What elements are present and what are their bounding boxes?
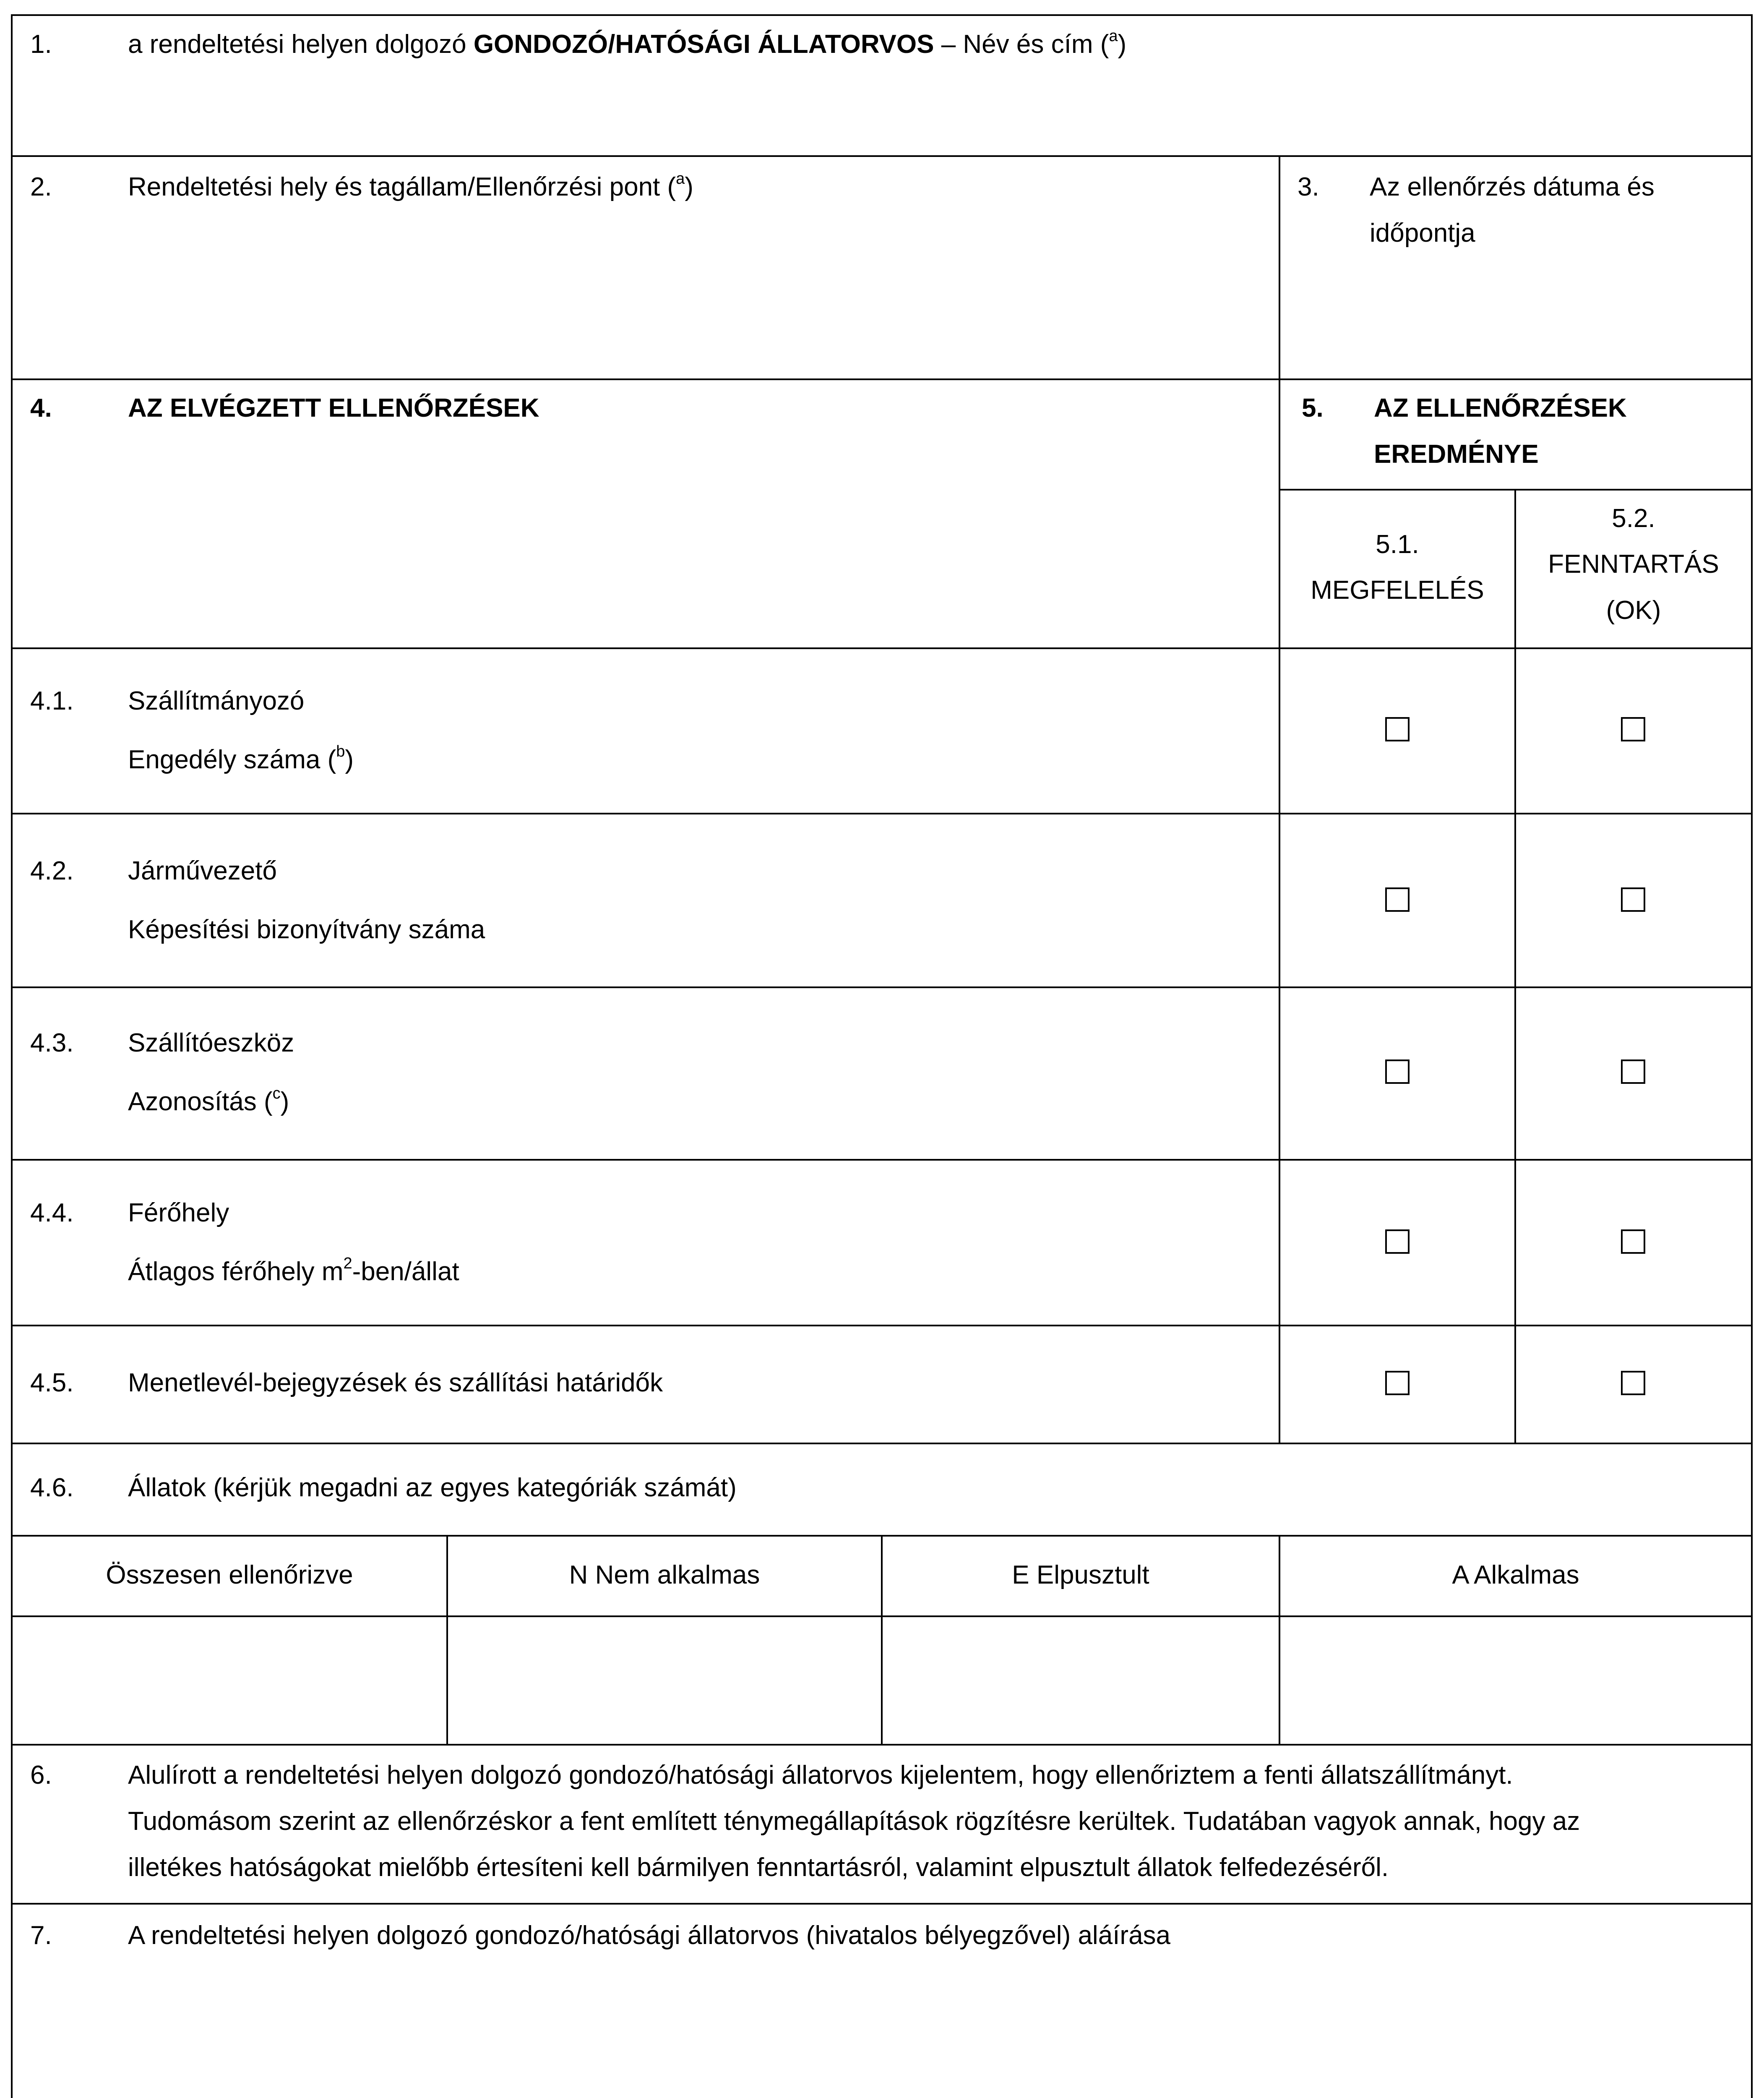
reserve-checkbox[interactable] xyxy=(1621,1059,1645,1084)
check-row-detail-close: ) xyxy=(345,745,354,774)
declaration-line: illetékes hatóságokat mielőbb értesíteni kell bármilyen fenntartásról, valamint elpusztult állatok felfedezéséről. xyxy=(128,1853,1389,1882)
compliance-checkbox[interactable] xyxy=(1385,1059,1410,1084)
footnote-ref: a xyxy=(676,170,685,188)
reserve-checkbox[interactable] xyxy=(1621,717,1645,741)
box7-number: 7. xyxy=(30,1921,52,1950)
check-row-number: 4.4. xyxy=(30,1198,74,1227)
declaration-line: Alulírott a rendeltetési helyen dolgozó gondozó/hatósági állatorvos kijelentem, hogy ellenőriztem a fenti állatszállítmányt. xyxy=(128,1761,1513,1790)
divider xyxy=(11,986,1753,988)
check-row-title: Járművezető xyxy=(128,856,277,885)
compliance-checkbox[interactable] xyxy=(1385,717,1410,741)
check-row-title: Férőhely xyxy=(128,1198,229,1227)
box1-label-pre: a rendeltetési helyen dolgozó xyxy=(128,30,474,59)
box1-label-post: – Név és cím ( xyxy=(934,30,1109,59)
box5-title-line1: AZ ELLENŐRZÉSEK xyxy=(1374,394,1627,423)
box3-label-line1: Az ellenőrzés dátuma és xyxy=(1370,172,1655,201)
border-left xyxy=(11,14,13,2098)
col-compliance-label: MEGFELELÉS xyxy=(1311,576,1484,605)
animals-header-fit: A Alkalmas xyxy=(1452,1560,1579,1589)
check-row-detail xyxy=(128,1087,289,1117)
divider xyxy=(11,1159,1753,1161)
footnote-ref: a xyxy=(1109,27,1118,45)
check-row-title: Szállítóeszköz xyxy=(128,1028,294,1057)
signature-label: A rendeltetési helyen dolgozó gondozó/hatósági állatorvos (hivatalos bélyegzővel) aláírása xyxy=(128,1921,1171,1950)
animals-header-dead: E Elpusztult xyxy=(1012,1560,1149,1589)
box4-number: 4. xyxy=(30,394,52,423)
divider xyxy=(11,1903,1753,1905)
check-row-detail-text: Átlagos férőhely m xyxy=(128,1257,344,1286)
col-compliance-header xyxy=(1280,530,1514,605)
animals-number: 4.6. xyxy=(30,1473,74,1502)
compliance-checkbox[interactable] xyxy=(1385,887,1410,912)
check-row-detail: Képesítési bizonyítvány száma xyxy=(128,915,485,944)
column-divider xyxy=(1514,489,1516,1443)
reserve-checkbox[interactable] xyxy=(1621,1229,1645,1254)
box6-number: 6. xyxy=(30,1761,52,1790)
reserve-checkbox[interactable] xyxy=(1621,1371,1645,1395)
animals-header-total: Összesen ellenőrizve xyxy=(106,1560,353,1589)
box2-label-pre: Rendeltetési hely és tagállam/Ellenőrzési pont ( xyxy=(128,172,676,201)
column-divider xyxy=(1279,155,1280,1443)
box1-label-bold: GONDOZÓ/HATÓSÁGI ÁLLATORVOS xyxy=(473,30,934,59)
footnote-ref: c xyxy=(272,1085,281,1102)
box1-number: 1. xyxy=(30,30,52,59)
divider xyxy=(11,647,1753,649)
box1-label xyxy=(128,29,1126,59)
box2-label-close: ) xyxy=(685,172,693,201)
compliance-checkbox[interactable] xyxy=(1385,1371,1410,1395)
animals-header-unfit: N Nem alkalmas xyxy=(569,1560,760,1589)
border-right xyxy=(1751,14,1753,2098)
check-row-detail-text: Azonosítás ( xyxy=(128,1087,273,1116)
col-reserve-label: FENNTARTÁS xyxy=(1548,550,1719,579)
box2-label xyxy=(128,172,693,202)
check-row-detail xyxy=(128,745,354,775)
box1-label-close: ) xyxy=(1118,30,1127,59)
divider xyxy=(11,155,1753,157)
check-row-detail-post: -ben/állat xyxy=(352,1257,459,1286)
check-row-title: Szállítmányozó xyxy=(128,686,305,715)
box3-number: 3. xyxy=(1298,172,1319,201)
footnote-ref: b xyxy=(336,743,345,760)
superscript: 2 xyxy=(343,1255,352,1272)
border-top xyxy=(11,14,1753,16)
divider xyxy=(11,1325,1753,1326)
box3-label-line2: időpontja xyxy=(1370,219,1475,248)
box2-number: 2. xyxy=(30,172,52,201)
box5-title-line2: EREDMÉNYE xyxy=(1374,440,1539,469)
compliance-checkbox[interactable] xyxy=(1385,1229,1410,1254)
box4-title: AZ ELVÉGZETT ELLENŐRZÉSEK xyxy=(128,394,539,423)
check-row-number: 4.1. xyxy=(30,686,74,715)
col-reserve-header xyxy=(1516,504,1751,625)
divider xyxy=(11,1443,1753,1444)
signature-area[interactable] xyxy=(13,1964,1751,2098)
check-row-detail-close: ) xyxy=(280,1087,289,1116)
check-row-title: Menetlevél-bejegyzések és szállítási határidők xyxy=(128,1368,663,1397)
check-row-number: 4.2. xyxy=(30,856,74,885)
col-reserve-number: 5.2. xyxy=(1612,504,1655,533)
animals-label: Állatok (kérjük megadni az egyes kategóriák számát) xyxy=(128,1473,737,1502)
reserve-checkbox[interactable] xyxy=(1621,887,1645,912)
check-row-number: 4.5. xyxy=(30,1368,74,1397)
divider xyxy=(11,378,1753,380)
check-row-detail xyxy=(128,1257,459,1286)
col-compliance-number: 5.1. xyxy=(1376,530,1419,559)
col-reserve-ok: (OK) xyxy=(1606,595,1661,625)
declaration-line: Tudomásom szerint az ellenőrzéskor a fent említett ténymegállapítások rögzítésre kerültek. Tudatában vagyok annak, hogy az xyxy=(128,1807,1580,1836)
divider xyxy=(11,813,1753,814)
box5-number: 5. xyxy=(1302,394,1324,423)
check-row-number: 4.3. xyxy=(30,1028,74,1057)
check-row-detail-text: Engedély száma ( xyxy=(128,745,336,774)
